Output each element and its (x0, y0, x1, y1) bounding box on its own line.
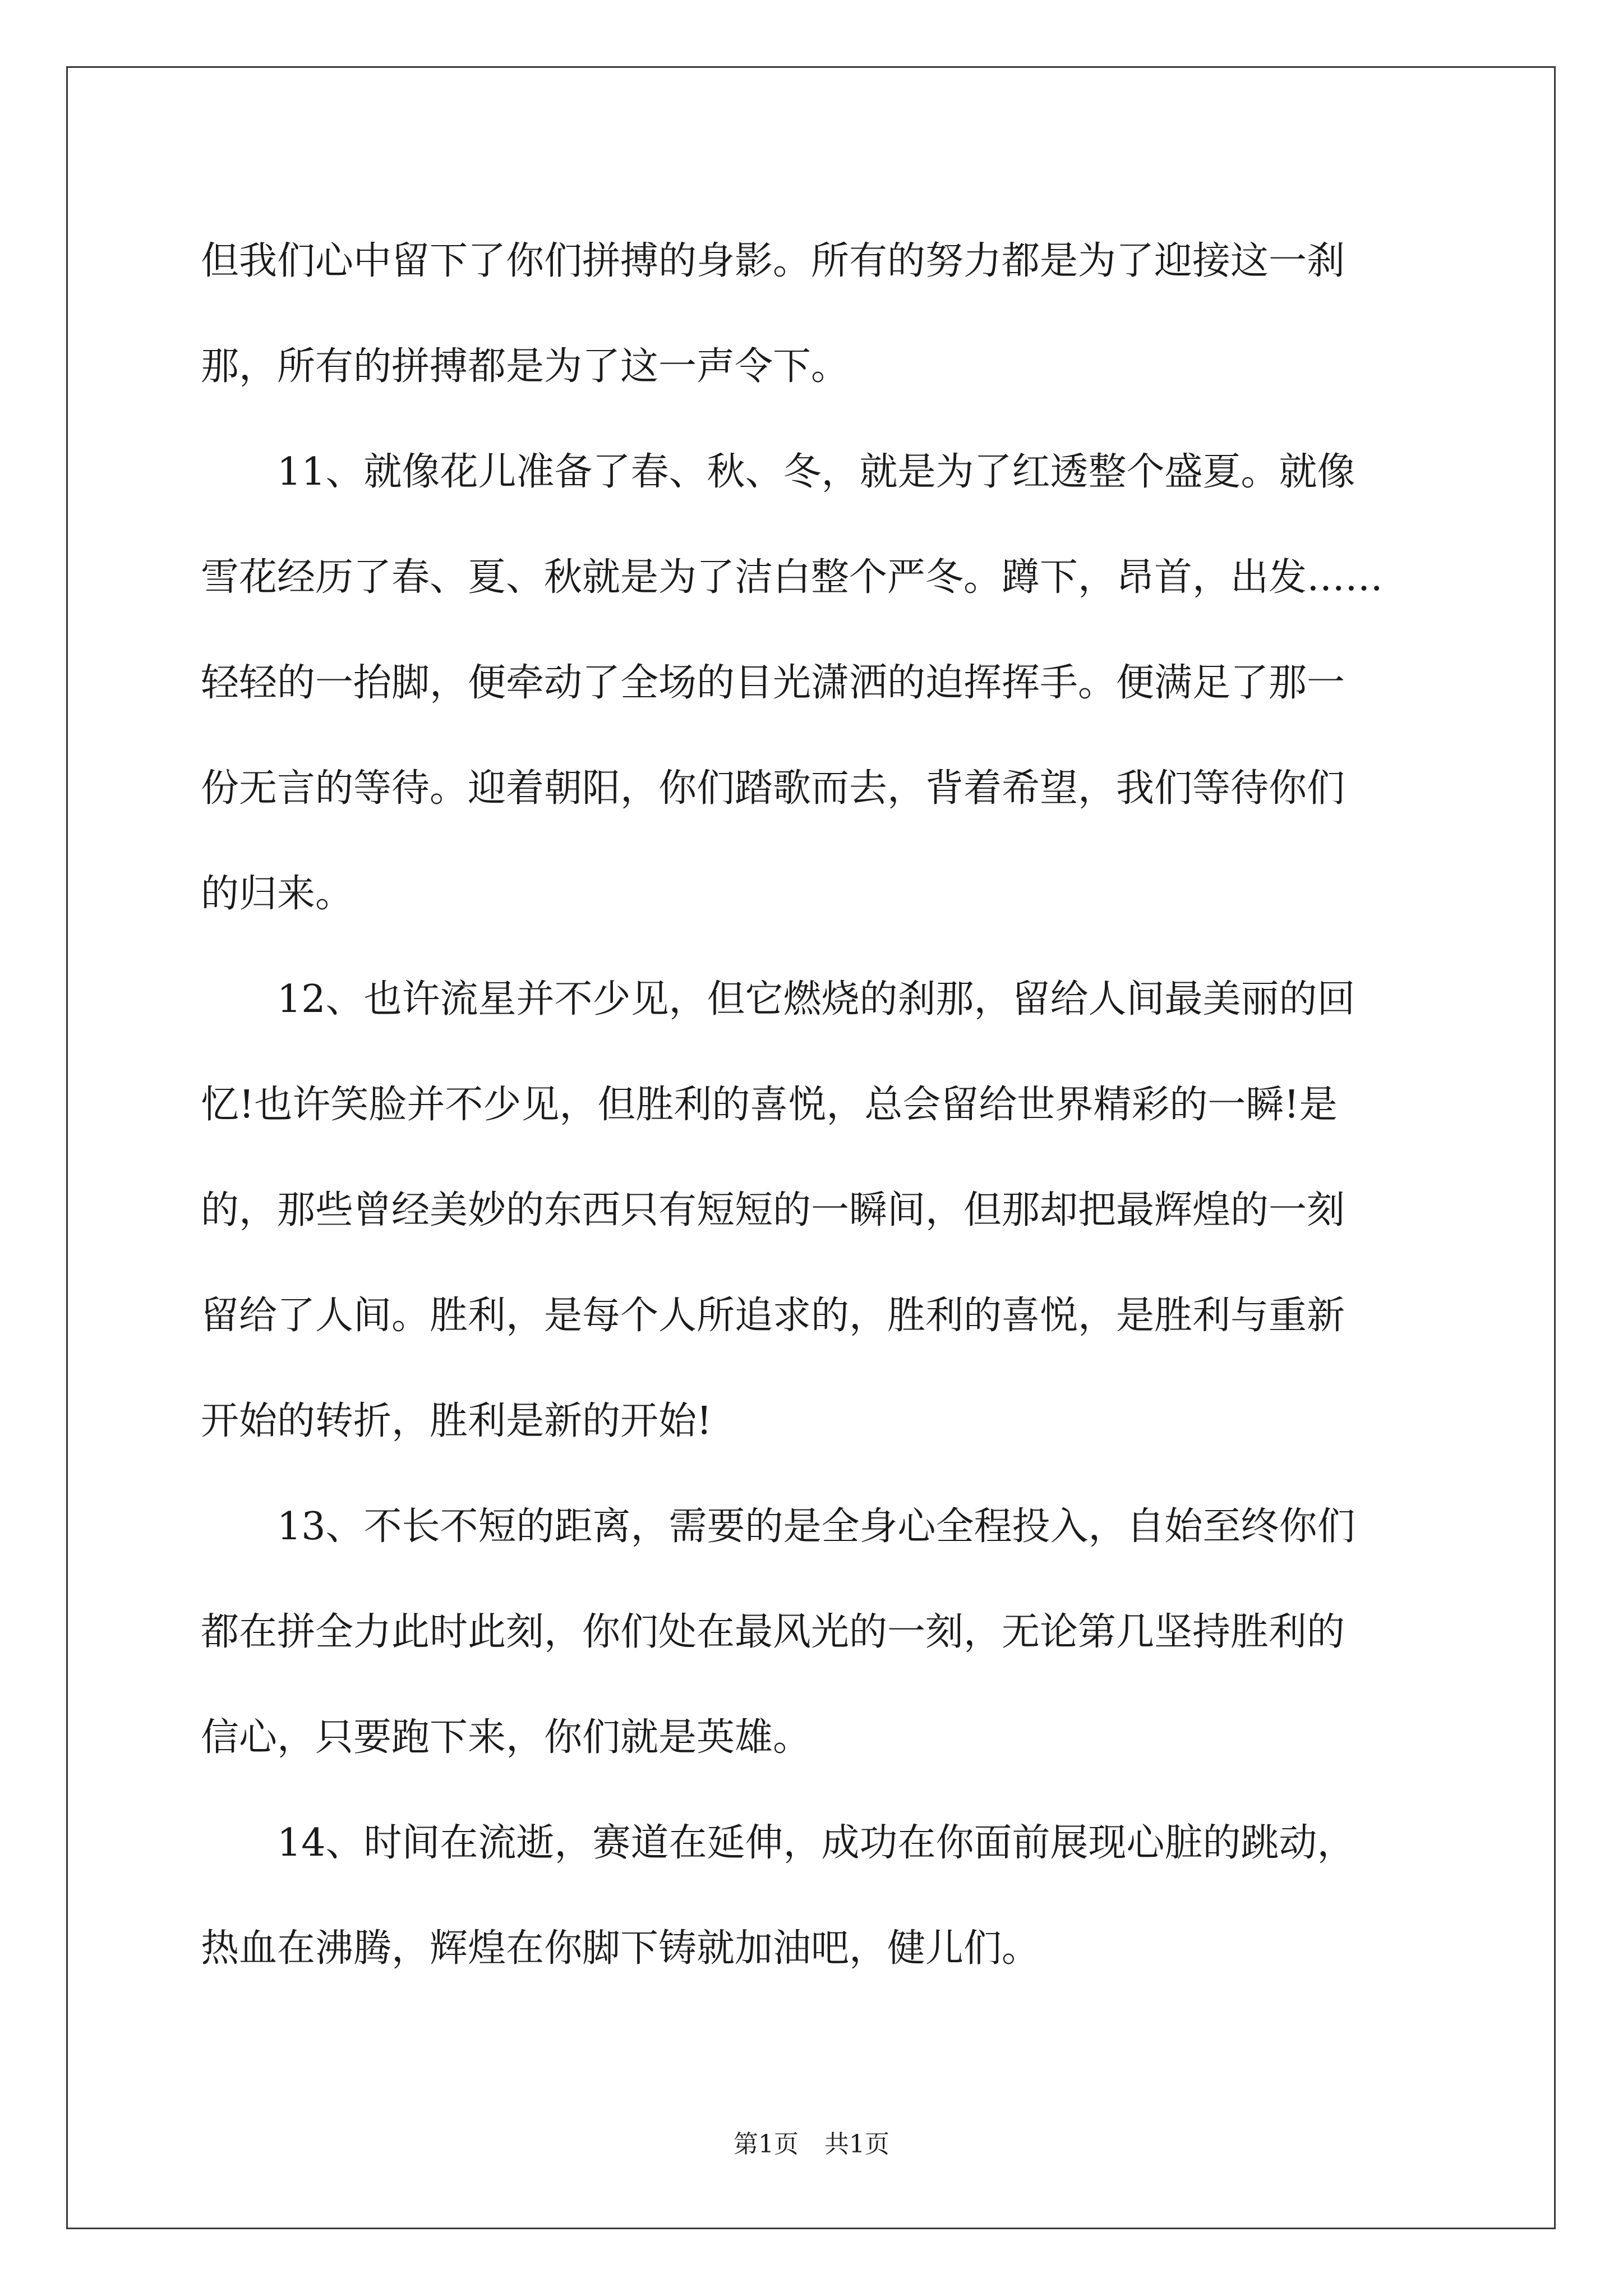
page-number-current: 第1页 (734, 2130, 799, 2159)
paragraph-item-13: 13、不长不短的距离，需要的是全身心全程投入，自始至终你们 都在拼全力此时此刻，你们处在最风光的一刻，无论第几坚持胜利的 信心，只要跑下来，你们就是英雄。 (201, 1504, 1355, 1760)
page-footer (0, 2128, 1623, 2161)
paragraph-item-11: 11、就像花儿准备了春、秋、冬，就是为了红透整个盛夏。就像 雪花经历了春、夏、秋就是为了洁白整个严冬。蹲下，昂首，出发…… 轻轻的一抬脚，便牵动了全场的目光潇洒的迫挥挥手。便满足了那一 份无言的等待。迎着朝阳，你们踏歌而去，背着希望，我们等待你们 的归来。 (201, 450, 1384, 916)
page-number-total: 共1页 (824, 2130, 889, 2159)
paragraph-item-12: 12、也许流星并不少见，但它燃烧的刹那，留给人间最美丽的回 忆!也许笑脸并不少见，但胜利的喜悦，总会留给世界精彩的一瞬!是 的，那些曾经美妙的东西只有短短的一瞬间，但那却把最辉煌的一刻 留给了人间。胜利，是每个人所追求的，胜利的喜悦，是胜利与重新 开始的转折，胜利是新的开始! (201, 977, 1355, 1443)
document-body (201, 209, 1429, 2001)
paragraph-item-14: 14、时间在流逝，赛道在延伸，成功在你面前展现心脏的跳动， 热血在沸腾，辉煌在你脚下铸就加油吧，健儿们。 (201, 1821, 1355, 1971)
paragraph-continuation: 但我们心中留下了你们拼搏的身影。所有的努力都是为了迎接这一刹 那，所有的拼搏都是为了这一声令下。 (201, 239, 1345, 389)
